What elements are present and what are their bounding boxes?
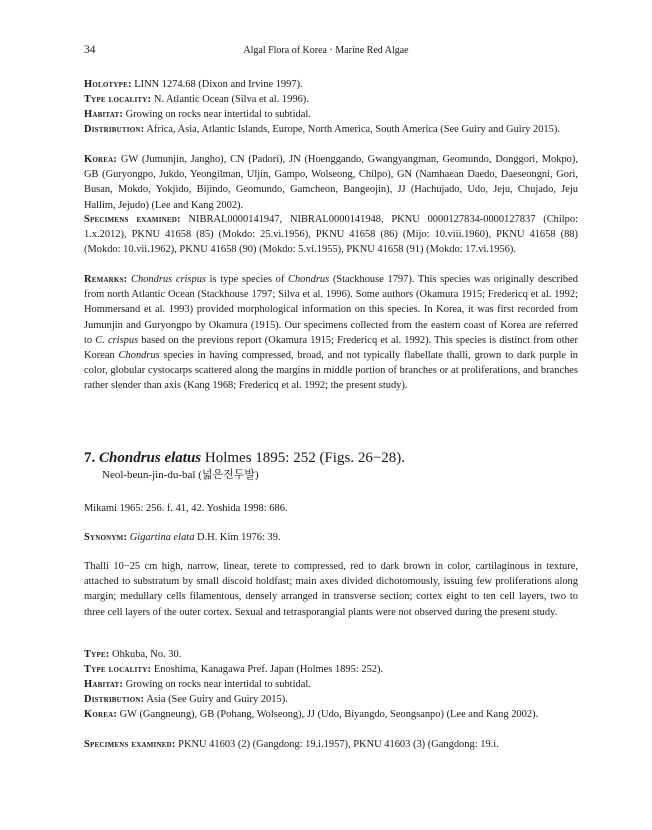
korea-text: GW (Jumunjin, Jangho), CN (Padori), JN (Hoenggando, Gwangyangman, Geomundo, Donggori, Mokpo), GB (Guryongpo, Jukdo, Yeongilman, Uljin, Gampo, Wolseong, Chilpo), GN (Namhaean Daedo, Daeseongni, Gori, Busan, Mokdo, Yokjido, Bijindo, Geomundo, Gamcheon, Bangeojin), JJ (Hachujado, Udo, Jeju, Chujado, Jeju Hallim, Jejudo) (Lee and Kang 2002). (84, 154, 578, 211)
specimens-label: Specimens examined: (84, 214, 181, 225)
remarks-text-5: species in having compressed, broad, and not typically flabellate thalli, grown to dark purple in color, globular cystocarps scattered along the margins in middle portion of branches or at proliferations, and branches rather slender than axis (Kang 1968; Fredericq et al. 1992; the present study). (84, 350, 578, 392)
korea-label: Korea: (84, 154, 118, 165)
habitat-entry (84, 107, 578, 122)
remarks-taxon-1: Chondrus crispus (131, 274, 206, 285)
page-number: 34 (84, 44, 96, 56)
type-locality-entry-2 (84, 662, 578, 677)
distribution-text-2: Asia (See Guiry and Guiry 2015). (144, 694, 288, 705)
type-locality-text: N. Atlantic Ocean (Silva et al. 1996). (151, 94, 309, 105)
type-text: Ohkuba, No. 30. (109, 649, 182, 660)
type-entry (84, 647, 578, 662)
synonym-text: D.H. Kim 1976: 39. (194, 532, 281, 543)
running-header (84, 44, 568, 60)
species-number: 7. (84, 450, 96, 466)
remarks-taxon-3: C. crispus (95, 334, 139, 346)
habitat-label: Habitat: (84, 109, 123, 120)
species-description: Thalli 10−25 cm high, narrow, linear, terete to compressed, red to dark brown in color, cartilaginous in texture, attached to substratum by small discoid holdfast; main axes divided dichotomously, issuing few proliferations along margin; medullary cells filamentous, densely arranged in transverse section; cortex eight to ten cell layers, two to three cell layers of the outer cortex. Sexual and tetrasporangial plants were not observed during the present study. (84, 561, 578, 618)
habitat-entry-2 (84, 677, 578, 692)
korean-common-name: Neol-beun-jin-du-bal (넓은진두발) (102, 469, 259, 481)
remarks-text-2: is type species of (205, 274, 288, 285)
korea-text-2: GW (Gangneung), GB (Pohang, Wolseong), JJ (Udo, Biyangdo, Seongsanpo) (Lee and Kang 2002). (117, 709, 539, 720)
running-title: Algal Flora of Korea · Marine Red Algae (243, 45, 409, 56)
species-heading (84, 449, 405, 468)
species-authority: Holmes 1895: 252 (Figs. 26−28). (201, 450, 406, 466)
habitat-text: Growing on rocks near intertidal to subtidal. (123, 109, 311, 120)
synonym-entry (84, 530, 578, 545)
species-binomial: Chondrus elatus (99, 450, 202, 466)
specimens-entry (84, 212, 578, 258)
synonym-name: Gigartina elata (129, 532, 195, 543)
type-locality-label: Type locality: (84, 94, 152, 105)
habitat-text-2: Growing on rocks near intertidal to subtidal. (123, 679, 311, 690)
holotype-text: LINN 1274.68 (Dixon and Irvine 1997). (131, 79, 303, 90)
remarks-text-3: (Stackhouse 1797). This species was originally described from north Atlantic Ocean (Stackhouse 1797; Silva et al. 1996). Some authors (Okamura 1915; Fredericq et al. 1992; Hommersand et al. 1993) provided morphological information on this species. In Korea, it was first recorded from Jumunjin and Guryongpo by Okamura (1915). Our specimens collected from the eastern coast of Korea are referred to (84, 274, 578, 346)
specimens-entry-2 (84, 737, 578, 752)
synonym-label: Synonym: (84, 532, 128, 543)
korea-entry-2 (84, 707, 578, 722)
type-locality-label-2: Type locality: (84, 664, 152, 675)
type-label: Type: (84, 649, 110, 660)
specimens-label-2: Specimens examined: (84, 739, 176, 750)
korea-entry (84, 152, 578, 213)
remarks-label: Remarks: (84, 274, 128, 285)
type-locality-entry (84, 92, 578, 107)
habitat-label-2: Habitat: (84, 679, 123, 690)
distribution-text: Africa, Asia, Atlantic Islands, Europe, North America, South America (See Guiry and Guiry 2015). (144, 124, 560, 135)
distribution-entry-2 (84, 692, 578, 707)
distribution-label-2: Distribution: (84, 694, 145, 705)
remarks-paragraph (84, 272, 578, 394)
holotype-entry (84, 77, 578, 92)
remarks-text-4: based on the previous report (Okamura 1915; Fredericq et al. 1992). This species is distinct from other Korean (84, 334, 578, 362)
holotype-label: Holotype: (84, 79, 132, 90)
specimens-text-2: PKNU 41603 (2) (Gangdong: 19.i.1957), PKNU 41603 (3) (Gangdong: 19.i. (175, 739, 499, 750)
type-locality-text-2: Enoshima, Kanagawa Pref. Japan (Holmes 1895: 252). (151, 664, 384, 675)
remarks-taxon-2: Chondrus (287, 274, 330, 285)
distribution-label: Distribution: (84, 124, 145, 135)
specimens-text: NIBRAL0000141947, NIBRAL0000141948, PKNU 0000127834-0000127837 (Chilpo: 1.x.2012), PKNU 41658 (85) (Mokdo: 25.vi.1956), PKNU 41658 (86) (Mijo: 10.viii.1960), PKNU 41658 (88) (Mokdo: 10.vii.1962), PKNU 41658 (90) (Mokdo: 5.vi.1955), PKNU 41658 (91) (Mokdo: 17.vi.1956). (84, 214, 579, 256)
remarks-taxon-4: Chondrus (118, 350, 160, 362)
species-references: Mikami 1965: 256. f. 41, 42. Yoshida 1998: 686. (84, 503, 288, 514)
distribution-entry (84, 122, 578, 137)
korea-label-2: Korea: (84, 709, 118, 720)
